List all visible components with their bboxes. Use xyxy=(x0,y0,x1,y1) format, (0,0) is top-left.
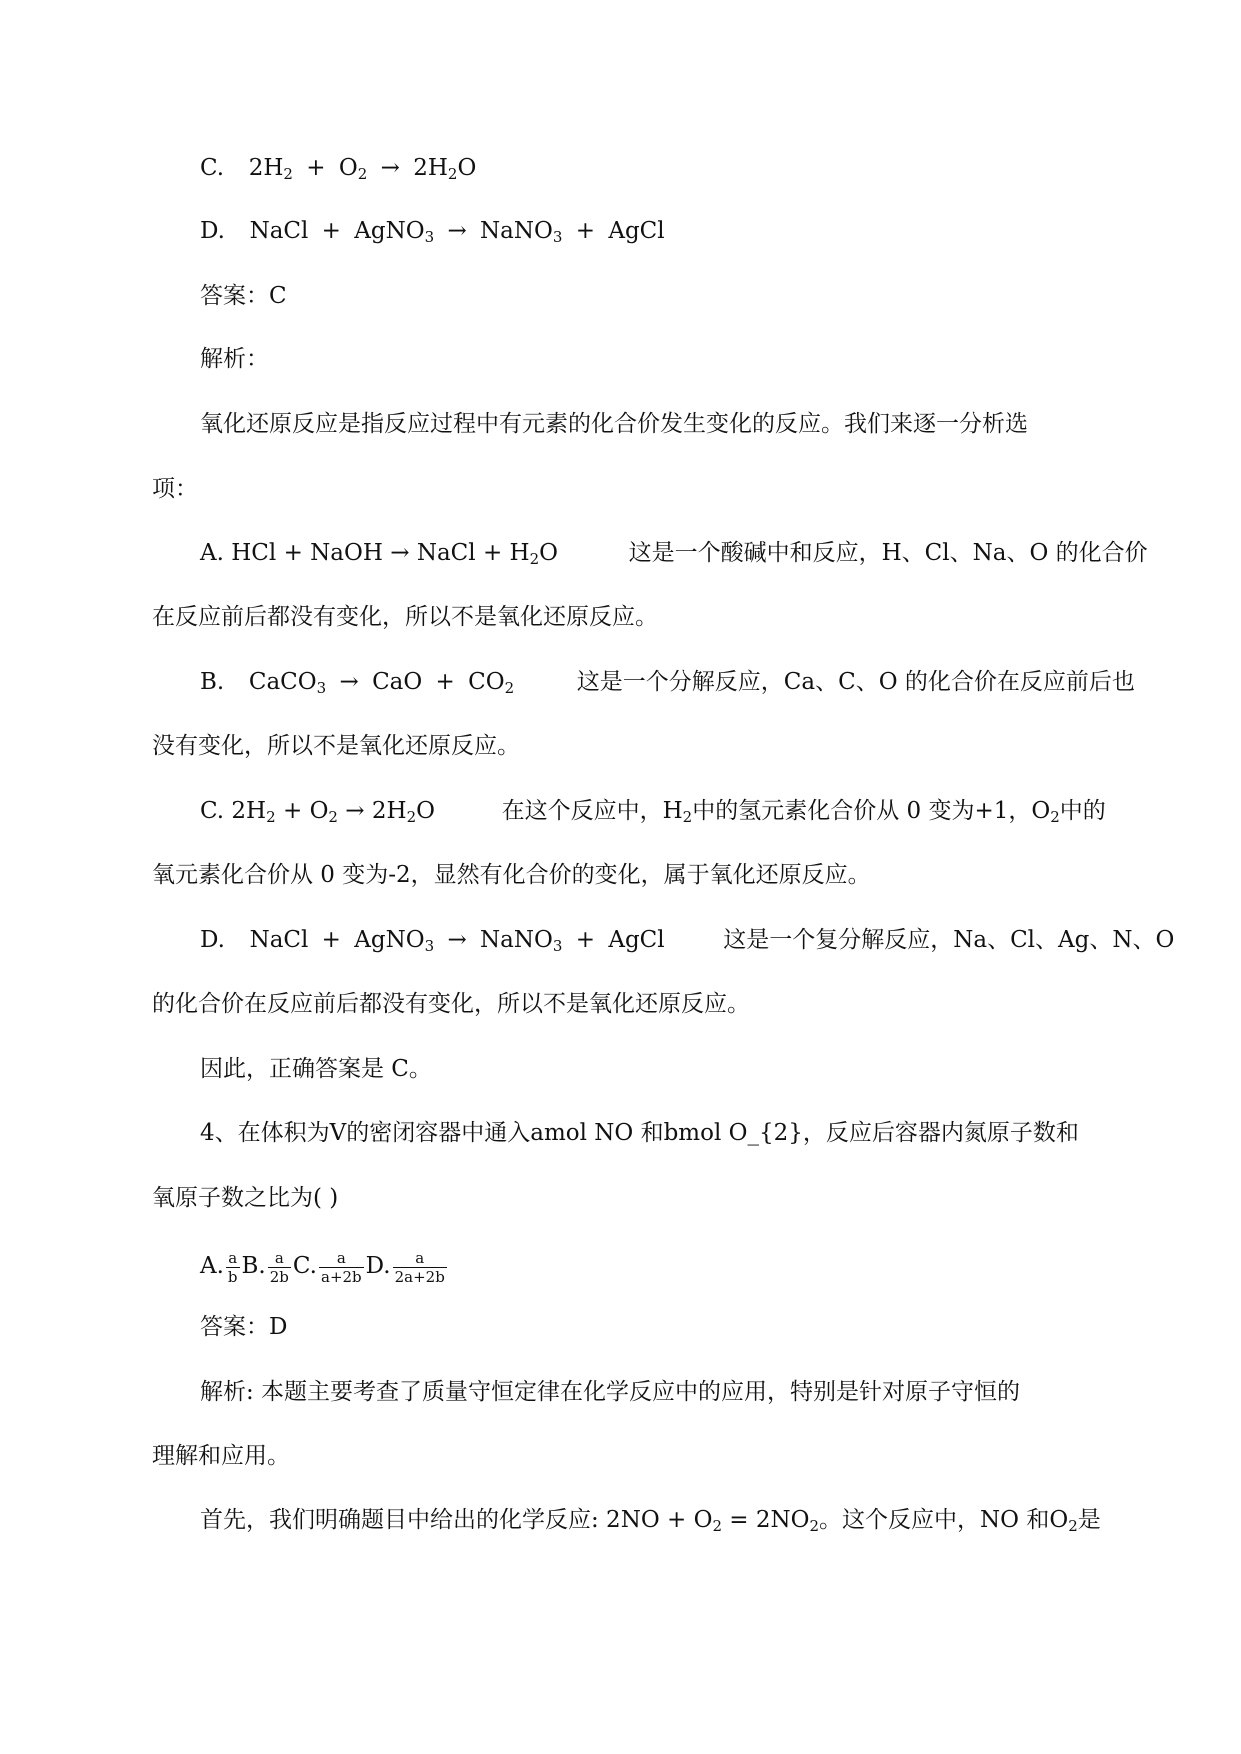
q4-stem-line2: 氧原子数之比为( ) xyxy=(152,1185,339,1211)
arrow: → xyxy=(447,218,467,244)
q3-analysis-a: A. HCl + NaOH → NaCl + $H_2O$ 这是一个酸碱中和反应，H、Cl、Na、O 的化合价 xyxy=(200,540,1148,568)
q3-intro-line1: 氧化还原反应是指反应过程中有元素的化合价发生变化的反应。我们来逐一分析选 xyxy=(200,411,1028,437)
q3-analysis-d-cont: 的化合价在反应前后都没有变化，所以不是氧化还原反应。 xyxy=(152,991,750,1017)
q3-option-c: C. $2H_2 + O_2 \to 2H_2O$ xyxy=(200,155,477,183)
fraction-b: $\frac{a}{2b}$ xyxy=(269,1248,289,1286)
option-label-c: C. xyxy=(292,1253,317,1279)
q3-intro-line2: 项： xyxy=(152,476,198,502)
q4-stem-line1: 4、在体积为V的密闭容器中通入amol NO 和bmol O_{2}，反应后容器内氮原子数和 xyxy=(200,1120,1079,1146)
q3-analysis-c-cont: 氧元素化合价从 0 变为-2，显然有化合价的变化，属于氧化还原反应。 xyxy=(152,862,871,888)
q4-answer: 答案：D xyxy=(200,1314,288,1340)
q3-answer: 答案：C xyxy=(200,283,287,309)
fraction-c: $\frac{a}{a+2b}$ xyxy=(321,1248,362,1286)
option-label-b: B. xyxy=(241,1253,266,1279)
q3-analysis-b: B. CaCO$_3$ → CaO + $CO_2$ 这是一个分解反应，Ca、C、O 的化合价在反应前后也 xyxy=(200,669,1135,697)
fraction-d: $\frac{a}{2a+2b}$ xyxy=(394,1248,445,1286)
option-label: C. xyxy=(200,155,225,181)
option-label: D. xyxy=(200,218,225,244)
q3-analysis-c: C. $2H_2 + O_2 \to 2H_2O$ 在这个反应中，$H_2$中的氢元素化合价从 0 变为+1，$O_2$中的 xyxy=(200,798,1106,826)
q3-option-d: D. NaCl + AgNO$_3$ → NaNO$_3$ + AgCl xyxy=(200,218,665,246)
arrow: → xyxy=(339,669,359,695)
arrow: → xyxy=(380,155,400,181)
q4-analysis-line1: 解析: 本题主要考查了质量守恒定律在化学反应中的应用，特别是针对原子守恒的 xyxy=(200,1379,1021,1405)
option-label-a: A. xyxy=(200,1253,224,1279)
fraction-a: $\frac{a}{b}$ xyxy=(227,1248,238,1286)
q4-first-line: 首先，我们明确题目中给出的化学反应: $2NO + O_2 = 2NO_2$。这个反应中，NO 和$O_2$是 xyxy=(200,1507,1101,1535)
q3-analysis-b-cont: 没有变化，所以不是氧化还原反应。 xyxy=(152,733,520,759)
option-label-d: D. xyxy=(365,1253,391,1279)
q3-conclusion: 因此，正确答案是 C。 xyxy=(200,1056,432,1082)
q3-analysis-label: 解析： xyxy=(200,346,269,372)
q3-analysis-d: D. NaCl + AgNO$_3$ → NaNO$_3$ + AgCl 这是一个复分解反应，Na、Cl、Ag、N、O xyxy=(200,927,1175,955)
arrow: → xyxy=(447,927,467,953)
arrow: → xyxy=(345,798,365,824)
q4-options xyxy=(0,1244,1241,1288)
arrow: → xyxy=(390,540,410,566)
q3-analysis-a-cont: 在反应前后都没有变化，所以不是氧化还原反应。 xyxy=(152,604,658,630)
q4-analysis-line2: 理解和应用。 xyxy=(152,1443,290,1469)
